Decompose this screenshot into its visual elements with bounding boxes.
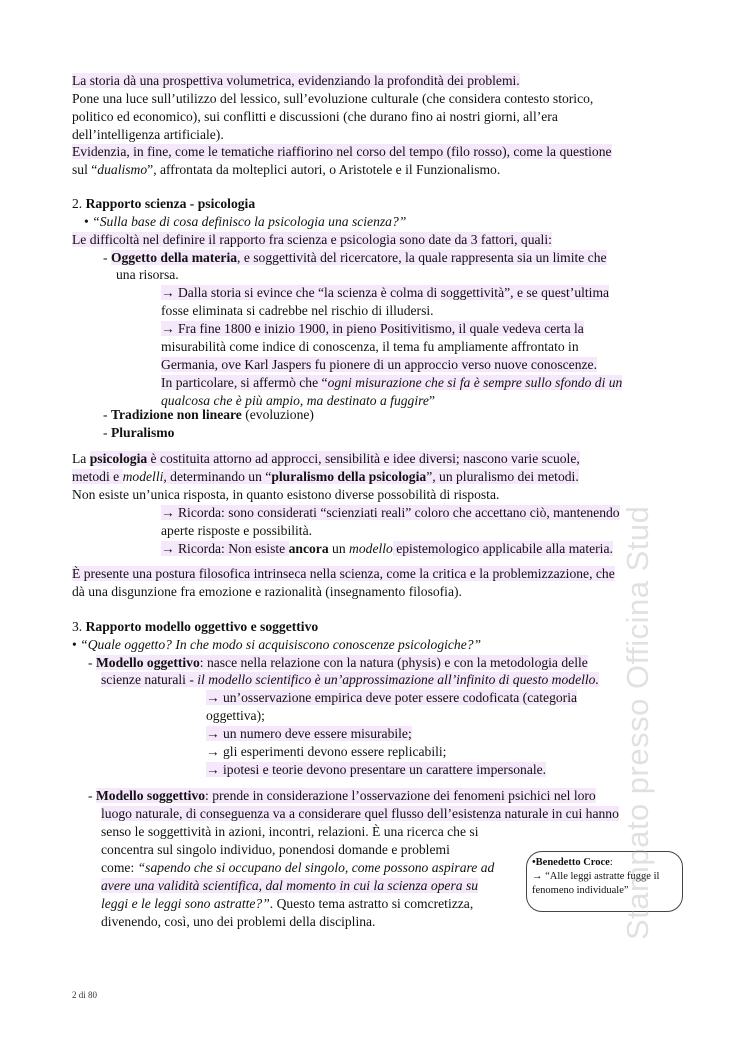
- text-segment: Evidenzia, in fine, come le tematiche riaffiorino nel corso del tempo (filo rosso), come la questione: [72, 144, 612, 159]
- bold-text: Modello oggettivo: [95, 655, 200, 670]
- text-segment: → ipotesi e teorie devono presentare un carattere impersonale.: [206, 762, 547, 777]
- text-line: [161, 302, 434, 319]
- italic-text: “Quale oggetto? In che modo si acquisiscono conoscenze psicologiche?”: [80, 637, 482, 652]
- text-line: [161, 522, 312, 539]
- text-line: [101, 671, 599, 688]
- text-segment: -: [103, 425, 111, 440]
- text-line: [206, 689, 577, 706]
- text-line: [72, 636, 481, 653]
- side-note-colon: :: [609, 857, 613, 868]
- text-line: [103, 249, 607, 266]
- text-segment: Pone una luce sull’utilizzo del lessico, sull’evoluzione culturale (che considera contesto storico,: [72, 91, 594, 106]
- text-line: [101, 895, 473, 912]
- text-segment: . Questo tema astratto si comcretizza,: [269, 896, 474, 911]
- text-segment: → Fra fine 1800 e inizio 1900, in pieno Positivitismo, il quale vedeva certa la: [161, 321, 584, 336]
- text-segment: scienze naturali -: [101, 672, 198, 687]
- text-segment: : prende in considerazione l’osservazione dei fenomeni psichici nel loro: [205, 788, 596, 803]
- text-line: [116, 266, 179, 283]
- text-segment: La: [72, 451, 90, 466]
- text-line: [206, 761, 546, 778]
- text-line: [161, 338, 579, 355]
- text-line: [206, 707, 265, 724]
- watermark: Stampato presso Officina Stud: [620, 505, 655, 940]
- text-line: [101, 859, 494, 876]
- italic-text: dualismo: [97, 162, 148, 177]
- text-segment: → Dalla storia si evince che “la scienza è colma di soggettività”, e se quest’ultima: [161, 285, 610, 300]
- text-segment: 2.: [72, 196, 86, 211]
- text-segment: senso le soggettività in azioni, incontri, relazioni. È una ricerca che si: [101, 824, 479, 839]
- bold-text: Rapporto scienza - psicologia: [85, 196, 256, 211]
- text-segment: politico ed economico), sui conflitti e discussioni (che durano fino ai nostri giorni, all’era: [72, 109, 558, 124]
- text-line: [206, 725, 412, 742]
- text-segment: Non esiste un’unica risposta, in quanto esistono diverse possobilità di risposta.: [72, 487, 500, 502]
- text-segment: , determinando un “: [163, 469, 272, 484]
- text-segment: -: [103, 250, 111, 265]
- text-line: [161, 284, 609, 301]
- page-number: 2 di 80: [72, 990, 98, 1000]
- text-segment: luogo naturale, di conseguenza va a considerare quel flusso dell’esistenza naturale in cui hanno: [101, 806, 619, 821]
- text-segment: , e soggettività del ricercatore, la quale rappresenta sia un limite che: [237, 250, 607, 265]
- bold-text: Rapporto modello oggettivo e soggettivo: [85, 619, 319, 634]
- text-segment: concentra sul singolo individuo, ponendosi domande e problemi: [101, 842, 450, 857]
- side-note-line: → “Alle leggi astratte fugge il: [532, 871, 660, 882]
- text-segment: ”: [428, 393, 435, 408]
- text-line: [72, 468, 579, 485]
- bold-text: Oggetto della materia: [110, 250, 238, 265]
- text-segment: dà una disgunzione fra emozione e razionalità (insegnamento filosofia).: [72, 584, 462, 599]
- text-segment: → Ricorda: Non esiste: [161, 541, 289, 556]
- text-line: [101, 805, 619, 822]
- text-segment: •: [72, 637, 81, 652]
- text-line: [72, 565, 615, 582]
- text-segment: Le difficoltà nel definire il rapporto fra scienza e psicologia sono date da 3 fattori, quali:: [72, 232, 552, 247]
- text-segment: (evoluzione): [241, 407, 314, 422]
- text-segment: -: [88, 655, 96, 670]
- text-segment: metodi e: [72, 469, 123, 484]
- italic-text: avere una validità scientifica, dal momento in cui la scienza opera su: [101, 878, 479, 893]
- text-segment: ”, affrontata da molteplici autori, o Aristotele e il Funzionalismo.: [147, 162, 501, 177]
- text-segment: oggettiva);: [206, 708, 265, 723]
- text-segment: È presente una postura filosofica intrinseca nella scienza, come la critica e la problemizzazione, che: [72, 566, 615, 581]
- italic-text: “Sulla base di cosa definisco la psicologia una scienza?”: [92, 214, 407, 229]
- text-segment: misurabilità come indice di conoscenza, il tema fu ampliamente affrontato in: [161, 339, 579, 354]
- text-line: [72, 108, 558, 125]
- text-line: [72, 195, 255, 212]
- text-line: [101, 823, 478, 840]
- text-line: [72, 450, 580, 467]
- text-line: [101, 913, 375, 930]
- text-line: [72, 126, 224, 143]
- text-segment: → un’osservazione empirica deve poter essere codoficata (categoria: [206, 690, 578, 705]
- text-line: [101, 877, 478, 894]
- text-line: [72, 618, 318, 635]
- italic-text: il modello scientifico è un’approssimazione all’infinito di questo modello.: [197, 672, 599, 687]
- text-segment: fosse eliminata si cadrebbe nel rischio di illudersi.: [161, 303, 434, 318]
- text-segment: Germania, ove Karl Jaspers fu pionere di un approccio verso nuove conoscenze.: [161, 357, 597, 372]
- bold-text: psicologia: [89, 451, 148, 466]
- text-line: [72, 486, 499, 503]
- text-line: [101, 841, 450, 858]
- italic-text: leggi e le leggi sono astratte?”: [101, 896, 270, 911]
- text-line: [88, 787, 596, 804]
- text-segment: ”, un pluralismo dei metodi.: [426, 469, 579, 484]
- text-line: [72, 90, 593, 107]
- text-line: [161, 356, 597, 373]
- side-note-box: [526, 851, 683, 912]
- text-segment: epistemologico applicabile alla materia.: [392, 541, 613, 556]
- italic-text: modello: [349, 541, 393, 556]
- text-line: [84, 213, 406, 230]
- text-segment: -: [103, 407, 111, 422]
- text-segment: -: [88, 788, 96, 803]
- text-line: [88, 654, 588, 671]
- text-segment: aperte risposte e possibilità.: [161, 523, 313, 538]
- side-note-line: fenomeno individuale”: [532, 885, 629, 896]
- text-line: [72, 231, 552, 248]
- text-segment: In particolare, si affermò che “: [161, 375, 328, 390]
- italic-text: qualcosa che è più ampio, ma destinato a fuggire: [161, 393, 429, 408]
- text-line: [72, 143, 612, 160]
- side-note-author: •Benedetto Croce: [532, 857, 610, 868]
- text-segment: dell’intelligenza artificiale).: [72, 127, 224, 142]
- text-line: [103, 406, 314, 423]
- text-segment: : nasce nella relazione con la natura (physis) e con la metodologia delle: [199, 655, 588, 670]
- text-line: [72, 161, 500, 178]
- bold-text: Pluralismo: [110, 425, 175, 440]
- bold-text: Modello soggettivo: [95, 788, 206, 803]
- italic-text: “sapendo che si occupano del singolo, come possono aspirare ad: [137, 860, 495, 875]
- bold-text: Tradizione non lineare: [110, 407, 242, 422]
- text-line: [161, 540, 613, 557]
- text-segment: → gli esperimenti devono essere replicabili;: [206, 744, 447, 759]
- text-segment: → un numero deve essere misurabile;: [206, 726, 412, 741]
- text-segment: come:: [101, 860, 138, 875]
- text-segment: sul “: [72, 162, 98, 177]
- text-segment: è costituita attorno ad approcci, sensibilità e idee diversi; nascono varie scuole,: [147, 451, 580, 466]
- text-line: [206, 743, 446, 760]
- text-line: [161, 374, 622, 391]
- text-segment: → Ricorda: sono considerati “scienziati reali” coloro che accettano ciò, mantenendo: [161, 505, 620, 520]
- bold-text: pluralismo della psicologia: [271, 469, 427, 484]
- side-note-title: [532, 856, 682, 870]
- text-segment: La storia dà una prospettiva volumetrica, evidenziando la profondità dei problemi.: [72, 73, 520, 88]
- italic-text: ogni misurazione che si fa è sempre sullo sfondo di un: [327, 375, 623, 390]
- text-line: [72, 583, 462, 600]
- text-segment: 3.: [72, 619, 86, 634]
- text-line: [72, 72, 520, 89]
- bold-text: ancora: [288, 541, 329, 556]
- text-segment: •: [84, 214, 93, 229]
- text-line: [103, 424, 174, 441]
- text-segment: un: [328, 541, 350, 556]
- italic-text: modelli: [122, 469, 164, 484]
- text-segment: una risorsa.: [116, 267, 179, 282]
- text-segment: divenendo, così, uno dei problemi della disciplina.: [101, 914, 376, 929]
- text-line: [161, 320, 584, 337]
- text-line: [161, 504, 620, 521]
